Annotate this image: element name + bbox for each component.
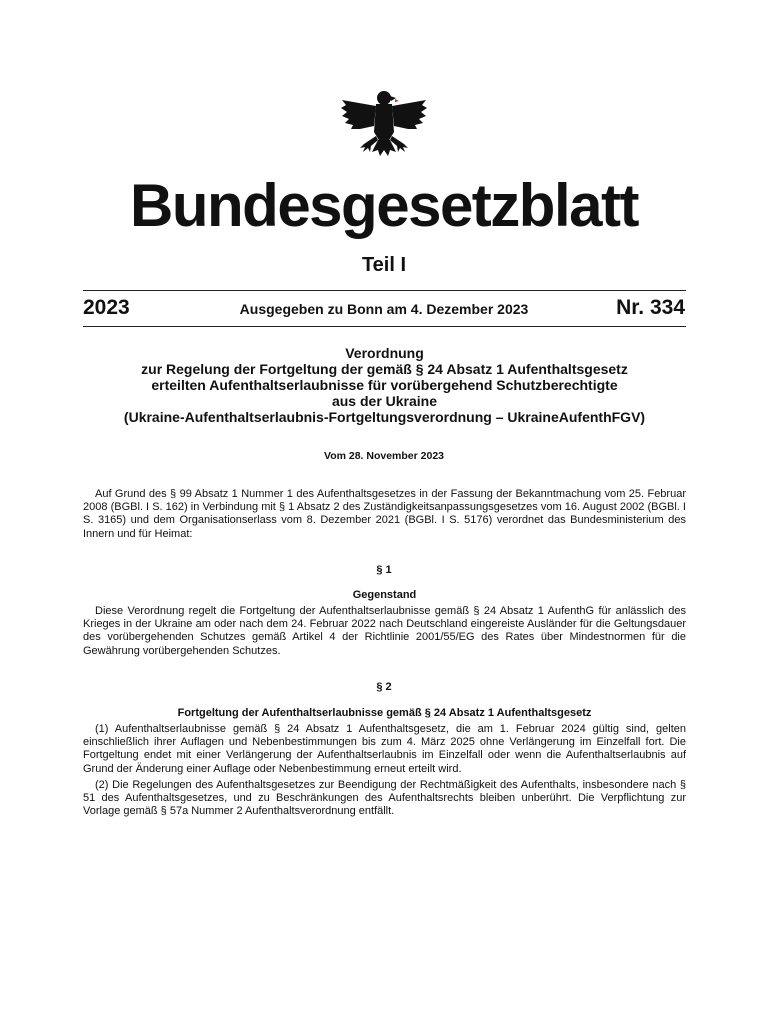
issue-number: Nr. 334 bbox=[616, 296, 685, 319]
regulation-title bbox=[83, 345, 686, 425]
section-1-paragraph: Diese Verordnung regelt die Fortgeltung der Aufenthaltserlaubnisse gemäß § 24 Absatz 1 AufenthG für anlässlich des Krieges in der Ukraine am oder nach dem 24. Februar 2022 nach Deutschland eingereiste Ausländer für die Geltungsdauer des vorübergehenden Schutzes gemäß Artikel 4 der Richtlinie 2001/55/EG des Rates über Mindestnormen für die Gewährung vorübergehenden Schutzes. bbox=[83, 605, 686, 657]
regulation-title-line: Verordnung bbox=[345, 345, 424, 361]
section-2-paragraph-1: (1) Aufenthaltserlaubnisse gemäß § 24 Absatz 1 Aufenthaltsgesetz, die am 1. Februar 2024 gültig sind, gelten einschließlich ihrer Auflagen und Nebenbestimmungen bis zum 4. März 2025 ohne Verlängerung im Einzelfall fort. Die Fortgeltung endet mit einer Verlängerung der Aufenthaltserlaubnis im Einzelfall oder wenn die Aufenthaltserlaubnis auf Grund der Änderung einer Auflage oder Nebenbestimmung erneut erteilt wird. bbox=[83, 723, 686, 775]
publication-title: Bundesgesetzblatt bbox=[130, 172, 638, 239]
issue-year: 2023 bbox=[83, 296, 130, 319]
section-1-heading: Gegenstand bbox=[352, 589, 417, 601]
publication-part: Teil I bbox=[361, 254, 407, 276]
section-1-mark: § 1 bbox=[376, 564, 392, 576]
regulation-title-line: zur Regelung der Fortgeltung der gemäß § 24 Absatz 1 Aufenthaltsgesetz bbox=[141, 361, 628, 377]
issue-info: Ausgegeben zu Bonn am 4. Dezember 2023 bbox=[239, 301, 529, 317]
regulation-title-line: aus der Ukraine bbox=[331, 393, 438, 409]
section-2-mark: § 2 bbox=[376, 681, 392, 693]
regulation-title-line: (Ukraine-Aufenthaltserlaubnis-Fortgeltungsverordnung – UkraineAufenthFGV) bbox=[123, 409, 646, 425]
issue-rule-bottom bbox=[83, 326, 686, 327]
preamble-paragraph: Auf Grund des § 99 Absatz 1 Nummer 1 des Aufenthaltsgesetzes in der Fassung der Bekanntmachung vom 25. Februar 2008 (BGBl. I S. 162) in Verbindung mit § 1 Absatz 2 des Zuständigkeitsanpassungsgesetzes vom 16. August 2002 (BGBl. I S. 3165) und dem Organisationserlass vom 8. Dezember 2021 (BGBl. I S. 5176) verordnet das Bundesministerium des Innern und für Heimat: bbox=[83, 488, 686, 540]
issue-rule-top bbox=[83, 290, 686, 291]
section-2-paragraph-2: (2) Die Regelungen des Aufenthaltsgesetzes zur Beendigung der Rechtmäßigkeit des Aufenthalts, insbesondere nach § 51 des Aufenthaltsgesetzes, und zu Beschränkungen des Aufenthaltsrechts bleiben unberührt. Die Verpflichtung zur Vorlage gemäß § 57a Nummer 2 Aufenthaltsverordnung entfällt. bbox=[83, 779, 686, 818]
federal-eagle-icon bbox=[338, 86, 430, 166]
section-2-heading: Fortgeltung der Aufenthaltserlaubnisse gemäß § 24 Absatz 1 Aufenthaltsgesetz bbox=[177, 707, 592, 719]
regulation-date: Vom 28. November 2023 bbox=[323, 450, 445, 462]
regulation-title-line: erteilten Aufenthaltserlaubnisse für vorübergehend Schutzberechtigte bbox=[151, 377, 618, 393]
